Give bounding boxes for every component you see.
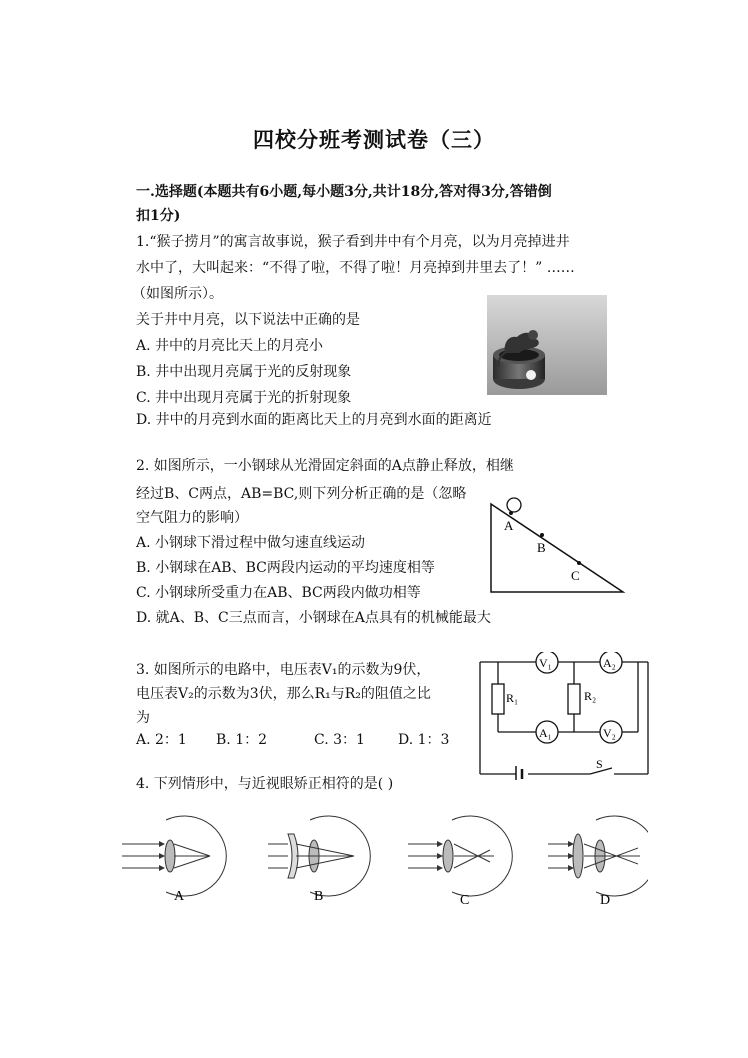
q3-line3: 为 bbox=[136, 710, 150, 726]
section-heading-line1: 一.选择题(本题共有6小题,每小题3分,共计18分,答对得3分,答错倒 bbox=[136, 184, 552, 200]
q1-option-d: D. 井中的月亮到水面的距离比天上的月亮到水面的距离近 bbox=[136, 412, 492, 428]
point-a-label: A bbox=[504, 518, 514, 533]
q1-option-c: C. 井中出现月亮属于光的折射现象 bbox=[136, 390, 352, 406]
eye-d bbox=[548, 816, 648, 896]
point-b-dot bbox=[540, 533, 544, 537]
q3-line1: 3. 如图所示的电路中，电压表V₁的示数为9伏， bbox=[136, 662, 431, 678]
resistor-r2-label: R₂ bbox=[584, 689, 597, 703]
monkey-well-picture bbox=[487, 295, 607, 395]
q1-option-b: B. 井中出现月亮属于光的反射现象 bbox=[136, 364, 352, 380]
q2-line2: 经过B、C两点，AB=BC,则下列分析正确的是（忽略 bbox=[136, 486, 467, 502]
q2-option-b: B. 小钢球在AB、BC两段内运动的平均速度相等 bbox=[136, 560, 435, 576]
q1-line4: 关于井中月亮，以下说法中正确的是 bbox=[136, 312, 360, 328]
voltmeter-v1-label: V₁ bbox=[539, 656, 552, 670]
q1-line2: 水中了，大叫起来：“不得了啦，不得了啦！月亮掉到井里去了！” …… bbox=[136, 260, 575, 276]
q3-option-c: C. 3：1 bbox=[314, 732, 365, 748]
eye-label-d: D bbox=[600, 893, 611, 908]
q2-line3: 空气阻力的影响） bbox=[136, 510, 248, 526]
incline-figure bbox=[485, 496, 631, 596]
eye-a bbox=[122, 816, 226, 896]
q2-option-c: C. 小钢球所受重力在AB、BC两段内做功相等 bbox=[136, 585, 421, 601]
point-c-dot bbox=[577, 561, 581, 565]
q2-option-d: D. 就A、B、C三点而言，小钢球在A点具有的机械能最大 bbox=[136, 610, 491, 626]
q2-option-a: A. 小钢球下滑过程中做匀速直线运动 bbox=[136, 535, 366, 551]
q4-line1: 4. 下列情形中，与近视眼矫正相符的是( ) bbox=[136, 776, 394, 792]
steel-ball bbox=[507, 498, 521, 512]
eye-label-a: A bbox=[174, 889, 185, 904]
ammeter-a1-label: A₁ bbox=[539, 726, 552, 740]
page-title: 四校分班考测试卷（三） bbox=[253, 127, 495, 152]
voltmeter-v2-label: V₂ bbox=[603, 726, 616, 740]
eye-c bbox=[408, 816, 512, 896]
point-a-dot bbox=[509, 511, 513, 515]
q3-option-b: B. 1：2 bbox=[216, 732, 268, 748]
q3-line2: 电压表V₂的示数为3伏，那么R₁与R₂的阻值之比 bbox=[136, 686, 431, 702]
eye-label-c: C bbox=[460, 893, 470, 908]
ammeter-a2-label: A₂ bbox=[603, 656, 616, 670]
point-c-label: C bbox=[571, 568, 580, 583]
resistor-r1-label: R₁ bbox=[506, 691, 519, 705]
eye-b bbox=[268, 816, 370, 896]
q3-option-a: A. 2：1 bbox=[136, 732, 187, 748]
q3-option-d: D. 1：3 bbox=[398, 732, 450, 748]
eye-figures bbox=[118, 806, 648, 910]
point-b-label: B bbox=[537, 540, 546, 555]
q1-option-a: A. 井中的月亮比天上的月亮小 bbox=[136, 338, 324, 354]
circuit-diagram bbox=[478, 652, 650, 780]
switch-s-label: S bbox=[596, 757, 603, 771]
section-heading-line2: 扣1分) bbox=[136, 208, 181, 224]
q1-line3: （如图所示）。 bbox=[132, 286, 223, 302]
q2-line1: 2. 如图所示，一小钢球从光滑固定斜面的A点静止释放，相继 bbox=[136, 458, 514, 474]
eye-label-b: B bbox=[314, 889, 324, 904]
q1-line1: 1.“猴子捞月”的寓言故事说，猴子看到井中有个月亮，以为月亮掉进井 bbox=[136, 234, 570, 250]
